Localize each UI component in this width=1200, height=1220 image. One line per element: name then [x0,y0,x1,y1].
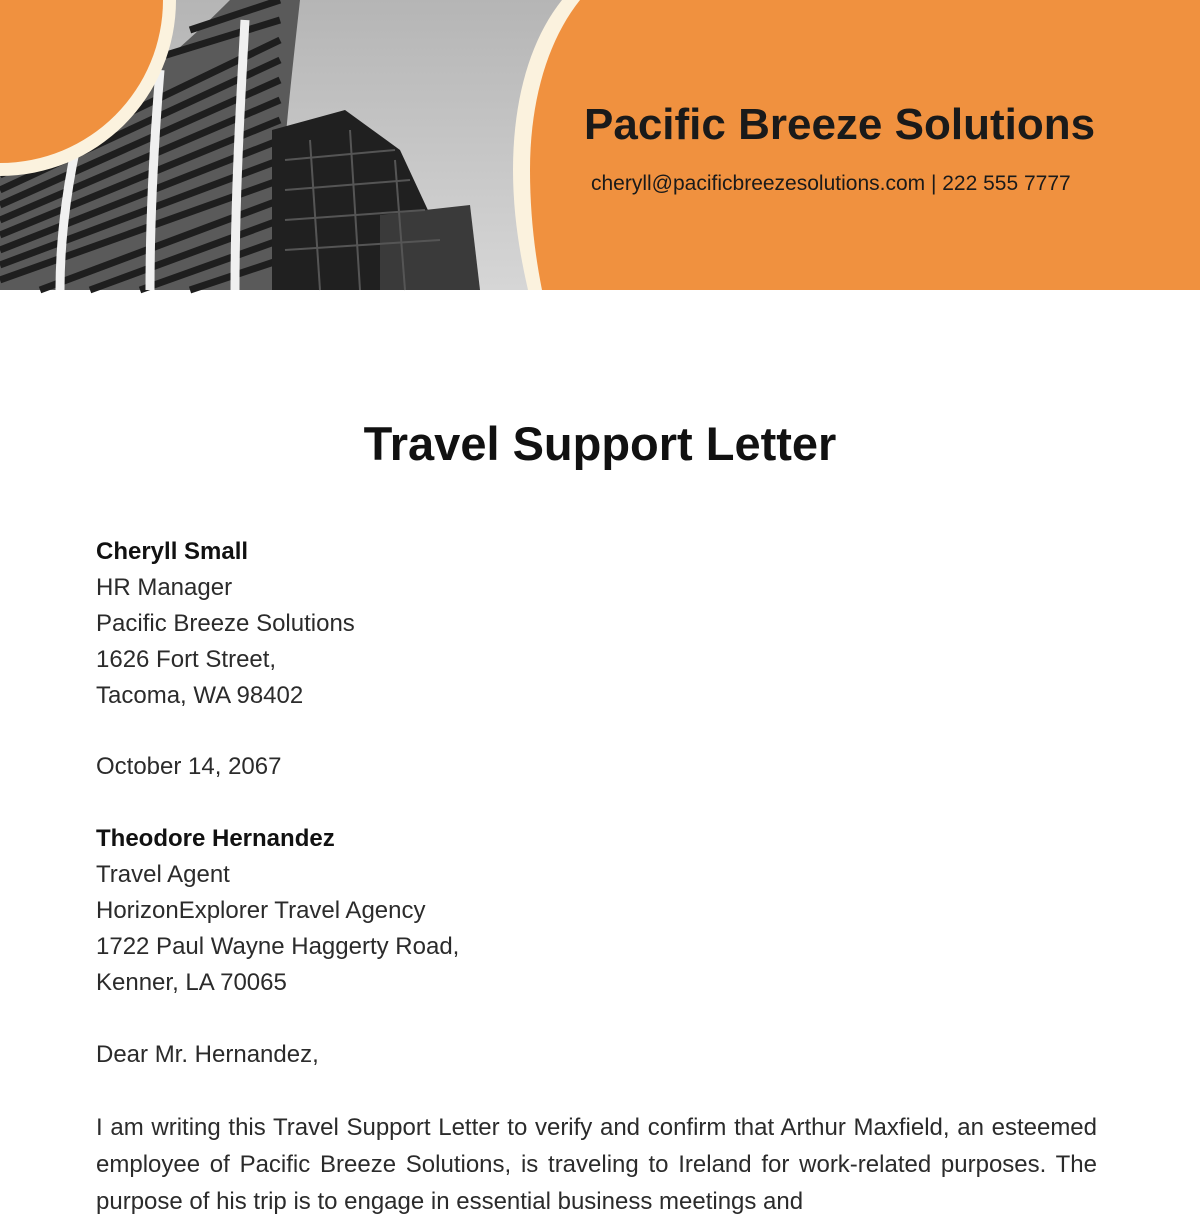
letterhead-banner [0,0,1200,290]
sender-company: Pacific Breeze Solutions [96,610,355,637]
recipient-street: 1722 Paul Wayne Haggerty Road, [96,933,460,960]
recipient-city: Kenner, LA 70065 [96,969,287,996]
company-contact: cheryll@pacificbreezesolutions.com | 222 555 7777 [591,172,1071,195]
recipient-position: Travel Agent [96,861,230,888]
letter-date [96,749,281,785]
letter-body-paragraph: I am writing this Travel Support Letter to verify and confirm that Arthur Maxfield, an esteemed employee of Pacific Breeze Solutions, is traveling to Ireland for work-related purposes. The purpose of his trip is to engage in essential business meetings and [96,1114,1097,1215]
sender-position: HR Manager [96,574,233,601]
sender-street: 1626 Fort Street, [96,646,277,673]
recipient-company: HorizonExplorer Travel Agency [96,897,426,924]
sender-block [96,534,355,714]
letter-title: Travel Support Letter [363,417,837,470]
salutation [96,1037,319,1073]
recipient-block [96,821,459,1001]
sender-name: Cheryll Small [96,538,249,565]
company-name: Pacific Breeze Solutions [584,100,1096,149]
salutation-text: Dear Mr. Hernandez, [96,1041,319,1068]
date-text: October 14, 2067 [96,753,282,780]
recipient-name: Theodore Hernandez [96,825,335,852]
sender-city: Tacoma, WA 98402 [96,682,304,709]
